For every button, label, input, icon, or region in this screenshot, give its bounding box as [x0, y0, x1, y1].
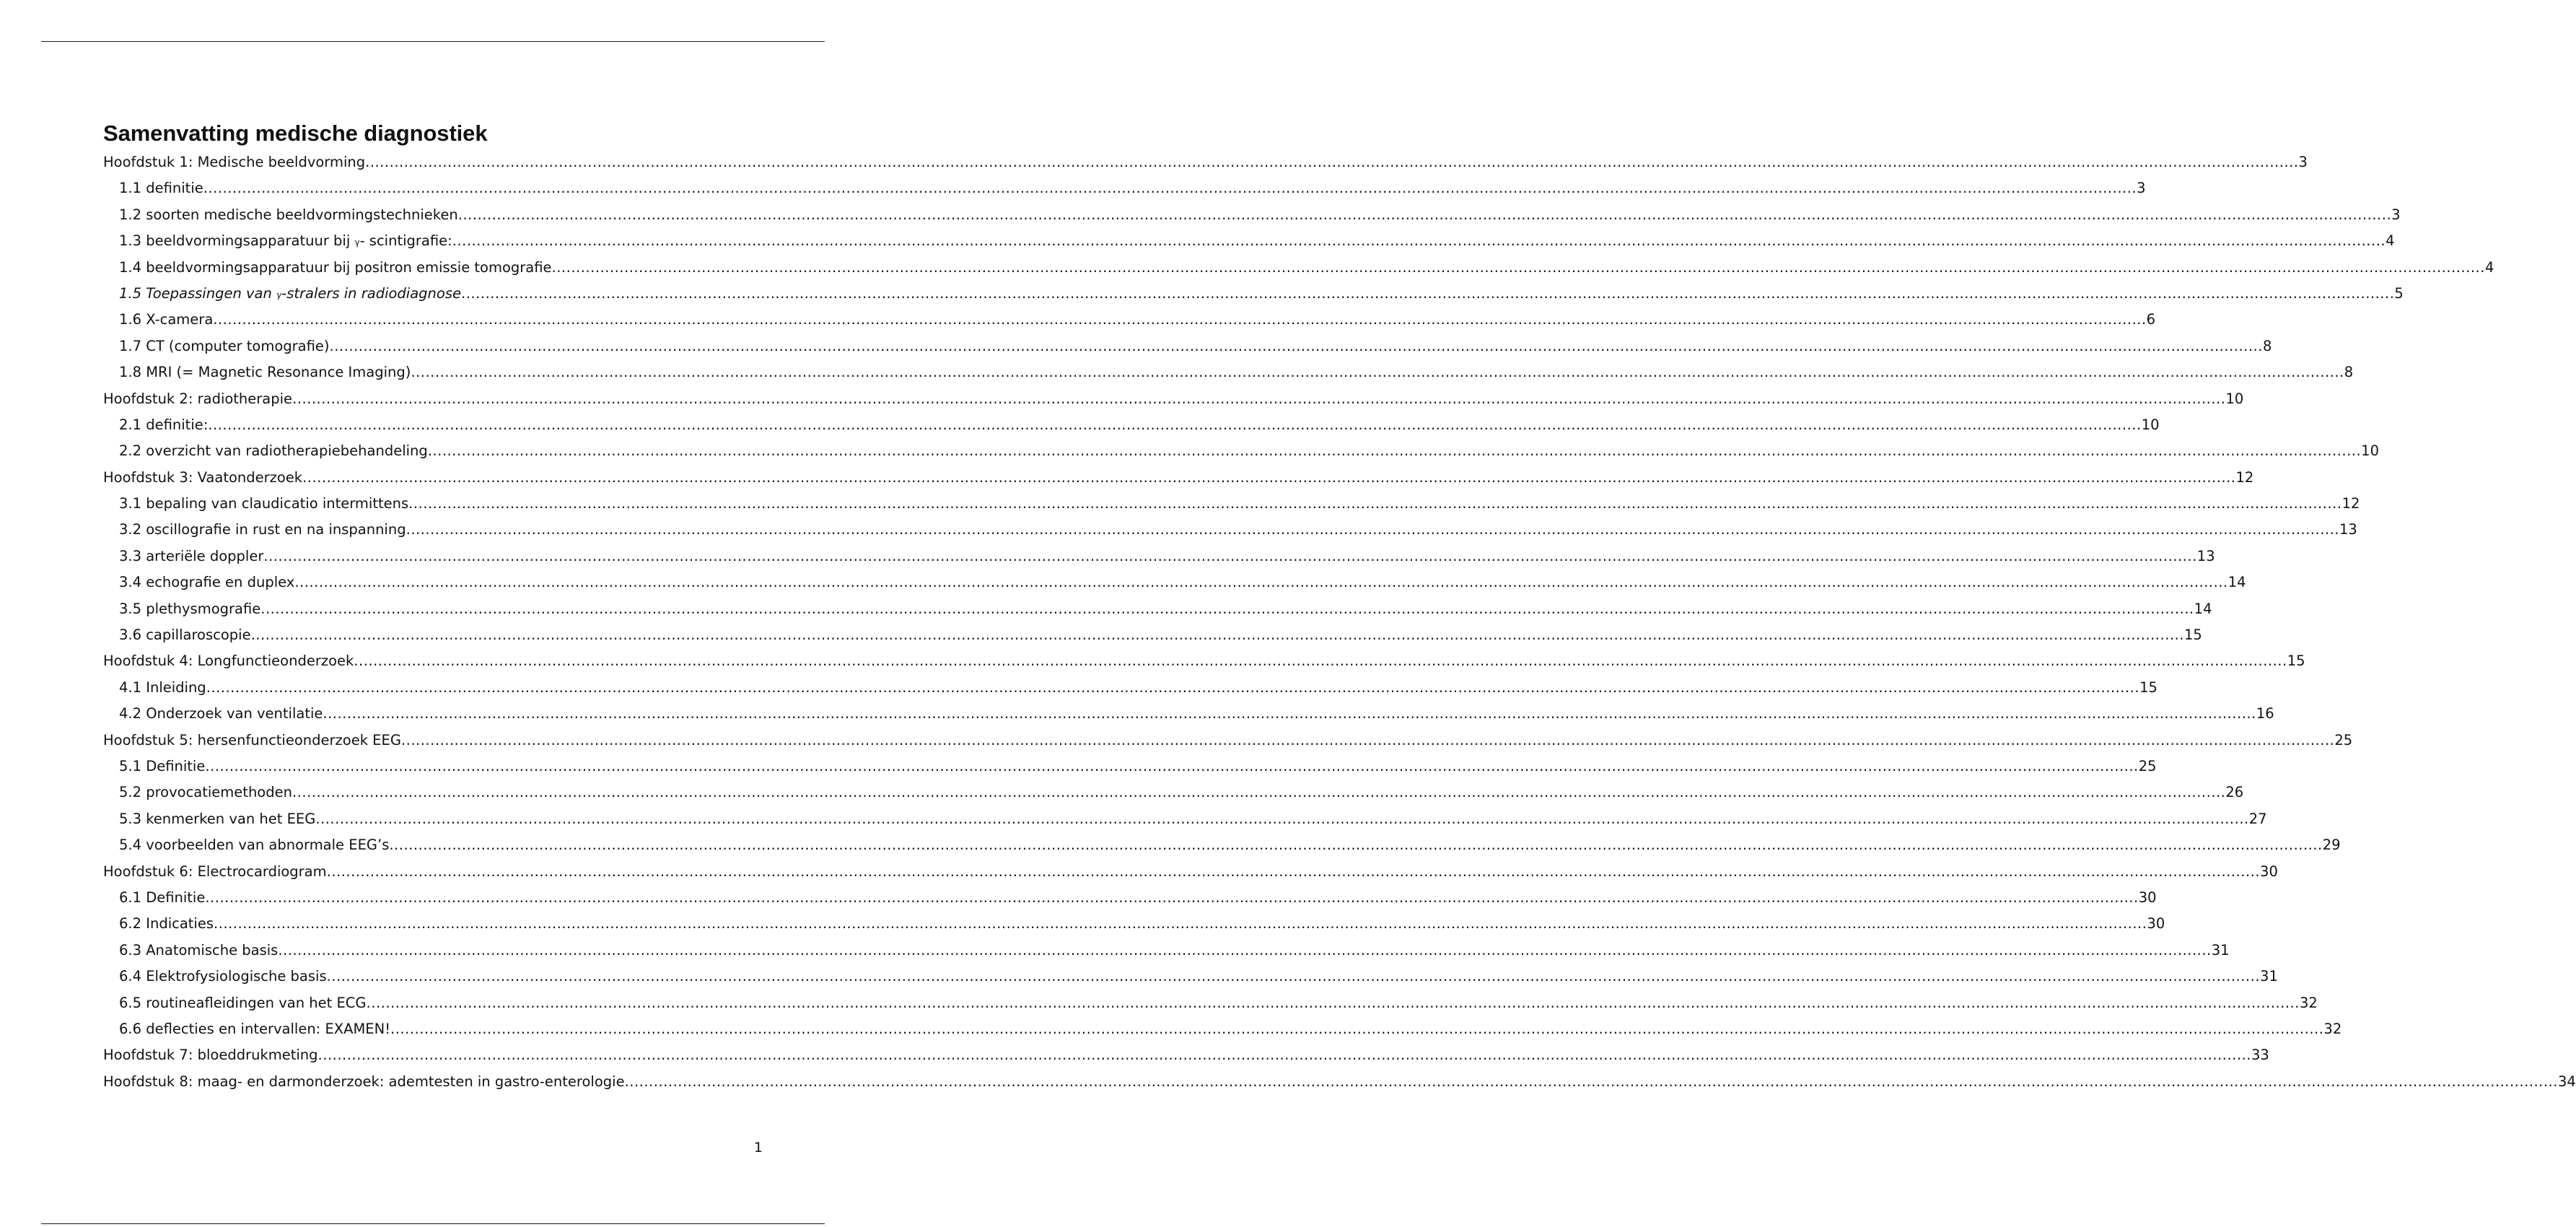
toc-entry-label: 6.1 Definitie	[119, 888, 206, 906]
toc-page-number: 3	[2391, 206, 2401, 223]
toc-section-entry[interactable]	[103, 754, 2157, 780]
dot-leader: ................................................................................................................................................................................................................................................................................................................................................................................................................	[452, 232, 2386, 250]
dot-leader: ................................................................................................................................................................................................................................................................................................................................................................................................................	[206, 678, 2140, 696]
toc-page-number: 10	[2361, 442, 2379, 460]
toc-entry-label-start: 1.5 Toepassingen van	[119, 284, 277, 302]
toc-section-entry[interactable]	[103, 202, 2401, 228]
toc-entry-label: 4.1 Inleiding	[119, 678, 206, 696]
dot-leader: ................................................................................................................................................................................................................................................................................................................................................................................................................	[408, 495, 2342, 512]
dot-leader: ................................................................................................................................................................................................................................................................................................................................................................................................................	[292, 784, 2226, 801]
toc-page-number: 16	[2256, 705, 2274, 722]
toc-section-entry[interactable]	[103, 491, 2360, 517]
toc-entry-label: 3.5 plethysmografie	[119, 600, 261, 617]
toc-page-number: 14	[2227, 574, 2246, 591]
toc-section-entry[interactable]	[103, 412, 2160, 438]
toc-entry-label: 3.4 echografie en duplex	[119, 574, 295, 591]
toc-entry-label: 1.4 beeldvormingsapparatuur bij positron emissie tomografie	[119, 258, 552, 276]
dot-leader: ................................................................................................................................................................................................................................................................................................................................................................................................................	[263, 547, 2197, 564]
dot-leader: ................................................................................................................................................................................................................................................................................................................................................................................................................	[317, 1047, 2251, 1064]
dot-leader: ................................................................................................................................................................................................................................................................................................................................................................................................................	[326, 863, 2261, 880]
toc-chapter-entry[interactable]	[103, 1069, 2576, 1095]
toc-entry-label: 5.2 provocatiemethoden	[119, 784, 292, 801]
toc-entry-label: 5.3 kenmerken van het EEG	[119, 810, 316, 827]
toc-page-number: 15	[2184, 626, 2202, 644]
toc-page-number: 30	[2260, 863, 2278, 880]
toc-page-number: 5	[2394, 284, 2404, 302]
toc-entry-label: Hoofdstuk 8: maag- en darmonderzoek: ademtesten in gastro-enterologie	[103, 1073, 625, 1090]
toc-page-number: 25	[2334, 731, 2353, 748]
toc-section-entry[interactable]	[103, 543, 2215, 569]
toc-entry-label: 1.8 MRI (= Magnetic Resonance Imaging)	[119, 364, 411, 381]
toc-entry-label	[119, 228, 452, 256]
toc-entry-label: Hoofdstuk 5: hersenfunctieonderzoek EEG	[103, 731, 401, 748]
toc-entry-label: 6.3 Anatomische basis	[119, 941, 279, 959]
toc-section-entry[interactable]	[103, 622, 2202, 648]
toc-page-number: 13	[2339, 521, 2357, 538]
dot-leader: ................................................................................................................................................................................................................................................................................................................................................................................................................	[205, 757, 2139, 774]
toc-section-entry[interactable]	[103, 255, 2494, 281]
toc-entry-label: 1.6 X-camera	[119, 311, 214, 328]
toc-section-entry[interactable]	[103, 964, 2278, 990]
dot-leader: ................................................................................................................................................................................................................................................................................................................................................................................................................	[323, 705, 2256, 722]
toc-entry-label: 1.1 definitie	[119, 180, 203, 197]
dot-leader: ................................................................................................................................................................................................................................................................................................................................................................................................................	[208, 416, 2142, 433]
toc-entry-label: 4.2 Onderzoek van ventilatie	[119, 705, 323, 722]
toc-page-number: 13	[2196, 547, 2215, 564]
dot-leader: ................................................................................................................................................................................................................................................................................................................................................................................................................	[427, 442, 2362, 460]
toc-page-number: 32	[2299, 994, 2318, 1011]
toc-section-entry[interactable]	[103, 911, 2165, 937]
toc-section-entry[interactable]	[103, 780, 2244, 805]
toc-page-number: 33	[2251, 1047, 2269, 1064]
toc-section-entry[interactable]	[103, 359, 2354, 385]
dot-leader: ................................................................................................................................................................................................................................................................................................................................................................................................................	[354, 652, 2287, 670]
toc-entry-label: Hoofdstuk 4: Longfunctieonderzoek	[103, 652, 354, 670]
toc-entry-label: 3.1 bepaling van claudicatio intermittens	[119, 495, 409, 512]
toc-section-entry[interactable]	[103, 675, 2157, 701]
toc-chapter-entry[interactable]	[103, 728, 2353, 754]
toc-page-number: 15	[2287, 652, 2305, 670]
toc-section-entry[interactable]	[103, 701, 2274, 727]
page-number: 1	[753, 1140, 763, 1156]
toc-chapter-entry[interactable]	[103, 149, 2308, 175]
toc-section-entry[interactable]	[103, 517, 2357, 543]
toc-chapter-entry[interactable]	[103, 648, 2305, 674]
toc-section-entry[interactable]	[103, 990, 2318, 1016]
toc-entry-label: 1.2 soorten medische beeldvormingstechnieken	[119, 206, 458, 223]
toc-section-entry[interactable]	[103, 307, 2156, 333]
dot-leader: ................................................................................................................................................................................................................................................................................................................................................................................................................	[390, 1020, 2324, 1037]
toc-page-number: 8	[2262, 337, 2272, 354]
toc-page-number: 12	[2235, 468, 2254, 486]
toc-page-number: 30	[2147, 915, 2165, 933]
toc-page-number: 4	[2484, 258, 2494, 276]
toc-page-number: 6	[2146, 311, 2156, 328]
dot-leader: ................................................................................................................................................................................................................................................................................................................................................................................................................	[366, 994, 2300, 1011]
toc-section-entry[interactable]	[103, 175, 2146, 201]
toc-page-number: 30	[2138, 888, 2157, 906]
toc-page-number: 10	[2141, 416, 2160, 433]
toc-page-number: 32	[2323, 1020, 2342, 1037]
dot-leader: ................................................................................................................................................................................................................................................................................................................................................................................................................	[250, 626, 2184, 644]
toc-entry-label: 6.6 deflecties en intervallen: EXAMEN!	[119, 1020, 391, 1037]
toc-page-number: 10	[2225, 390, 2244, 407]
dot-leader: ................................................................................................................................................................................................................................................................................................................................................................................................................	[294, 574, 2228, 591]
dot-leader: ................................................................................................................................................................................................................................................................................................................................................................................................................	[260, 600, 2194, 617]
toc-page-number: 4	[2386, 232, 2395, 250]
toc-section-entry[interactable]	[103, 438, 2379, 464]
toc-page-number: 31	[2211, 941, 2230, 959]
dot-leader: ................................................................................................................................................................................................................................................................................................................................................................................................................	[365, 154, 2299, 170]
toc-chapter-entry[interactable]	[103, 859, 2278, 885]
toc-section-entry[interactable]	[103, 281, 2404, 307]
toc-page-number: 3	[2298, 154, 2308, 170]
toc-page-number: 14	[2194, 600, 2212, 617]
toc-entry-label: 1.7 CT (computer tomografie)	[119, 337, 330, 354]
toc-entry-label: 6.5 routineafleidingen van het ECG	[119, 994, 367, 1011]
toc-page-number: 34	[2557, 1073, 2576, 1090]
toc-entry-label: 3.3 arteriële doppler	[119, 547, 264, 564]
toc-page-number: 27	[2248, 810, 2267, 827]
gamma-symbol: γ	[354, 237, 360, 248]
dot-leader: ................................................................................................................................................................................................................................................................................................................................................................................................................	[461, 284, 2395, 302]
toc-entry-label: 6.4 Elektrofysiologische basis	[119, 968, 327, 985]
dot-leader: ................................................................................................................................................................................................................................................................................................................................................................................................................	[292, 390, 2226, 407]
toc-entry-label: 5.1 Definitie	[119, 757, 206, 774]
toc-section-entry[interactable]	[103, 1016, 2342, 1042]
toc-entry-label: Hoofdstuk 7: bloeddrukmeting	[103, 1047, 318, 1064]
dot-leader: ................................................................................................................................................................................................................................................................................................................................................................................................................	[213, 311, 2147, 328]
toc-entry-label: Hoofdstuk 3: Vaatonderzoek	[103, 468, 303, 486]
toc-page-number: 31	[2260, 968, 2278, 985]
dot-leader: ................................................................................................................................................................................................................................................................................................................................................................................................................	[302, 468, 2236, 486]
toc-entry-label: 2.1 definitie:	[119, 416, 209, 433]
footer-rule	[41, 1223, 825, 1224]
toc-section-entry[interactable]	[103, 938, 2230, 964]
dot-leader: ................................................................................................................................................................................................................................................................................................................................................................................................................	[203, 180, 2137, 197]
toc-page-number: 12	[2341, 495, 2360, 512]
toc-entry-label: 2.2 overzicht van radiotherapiebehandeling	[119, 442, 428, 460]
dot-leader: ................................................................................................................................................................................................................................................................................................................................................................................................................	[315, 810, 2249, 827]
toc-entry-label: Hoofdstuk 2: radiotherapie	[103, 390, 293, 407]
toc-section-entry[interactable]	[103, 806, 2267, 832]
toc-page-number: 15	[2139, 678, 2157, 696]
dot-leader: ................................................................................................................................................................................................................................................................................................................................................................................................................	[326, 968, 2261, 985]
toc-section-entry[interactable]	[103, 228, 2395, 254]
toc-entry-label: Hoofdstuk 6: Electrocardiogram	[103, 863, 327, 880]
dot-leader: ................................................................................................................................................................................................................................................................................................................................................................................................................	[214, 915, 2147, 933]
toc-chapter-entry[interactable]	[103, 1042, 2269, 1068]
dot-leader: ................................................................................................................................................................................................................................................................................................................................................................................................................	[457, 206, 2392, 223]
toc-entry-label: 3.6 capillaroscopie	[119, 626, 251, 644]
toc-entry-label: 3.2 oscillografie in rust en na inspanning	[119, 521, 406, 538]
toc-page-number: 8	[2344, 364, 2354, 381]
document-body	[103, 119, 2576, 1095]
toc-page-number: 25	[2138, 757, 2157, 774]
toc-section-entry[interactable]	[103, 569, 2246, 595]
toc-section-entry[interactable]	[103, 596, 2212, 622]
dot-leader: ................................................................................................................................................................................................................................................................................................................................................................................................................	[406, 521, 2339, 538]
toc-entry-label: 5.4 voorbeelden van abnormale EEG’s	[119, 837, 390, 854]
toc-section-entry[interactable]	[103, 832, 2341, 858]
toc-entry-label	[119, 281, 461, 308]
dot-leader: ................................................................................................................................................................................................................................................................................................................................................................................................................	[278, 941, 2212, 959]
dot-leader: ................................................................................................................................................................................................................................................................................................................................................................................................................	[411, 364, 2344, 381]
dot-leader: ................................................................................................................................................................................................................................................................................................................................................................................................................	[624, 1073, 2558, 1090]
dot-leader: ................................................................................................................................................................................................................................................................................................................................................................................................................	[329, 337, 2263, 354]
toc-entry-label: Hoofdstuk 1: Medische beeldvorming	[103, 154, 366, 170]
toc-section-entry[interactable]	[103, 333, 2272, 359]
toc-page-number: 26	[2225, 784, 2244, 801]
dot-leader: ................................................................................................................................................................................................................................................................................................................................................................................................................	[389, 837, 2323, 854]
toc-section-entry[interactable]	[103, 885, 2157, 911]
table-of-contents	[103, 149, 2576, 1095]
toc-entry-label-end: -stralers in radiodiagnose	[281, 284, 461, 302]
toc-chapter-entry[interactable]	[103, 386, 2244, 412]
toc-chapter-entry[interactable]	[103, 465, 2254, 491]
toc-page-number: 29	[2322, 837, 2341, 854]
toc-entry-label-start: 1.3 beeldvormingsapparatuur bij	[119, 232, 355, 250]
dot-leader: ................................................................................................................................................................................................................................................................................................................................................................................................................	[400, 731, 2335, 748]
header-rule	[41, 41, 825, 42]
toc-entry-label-end: - scintigrafie:	[359, 232, 452, 250]
document-title: Samenvatting medische diagnostiek	[103, 121, 488, 146]
dot-leader: ................................................................................................................................................................................................................................................................................................................................................................................................................	[205, 888, 2139, 906]
dot-leader: ................................................................................................................................................................................................................................................................................................................................................................................................................	[551, 258, 2485, 276]
toc-page-number: 3	[2137, 180, 2146, 197]
gamma-symbol: γ	[276, 289, 282, 300]
toc-entry-label: 6.2 Indicaties	[119, 915, 214, 933]
